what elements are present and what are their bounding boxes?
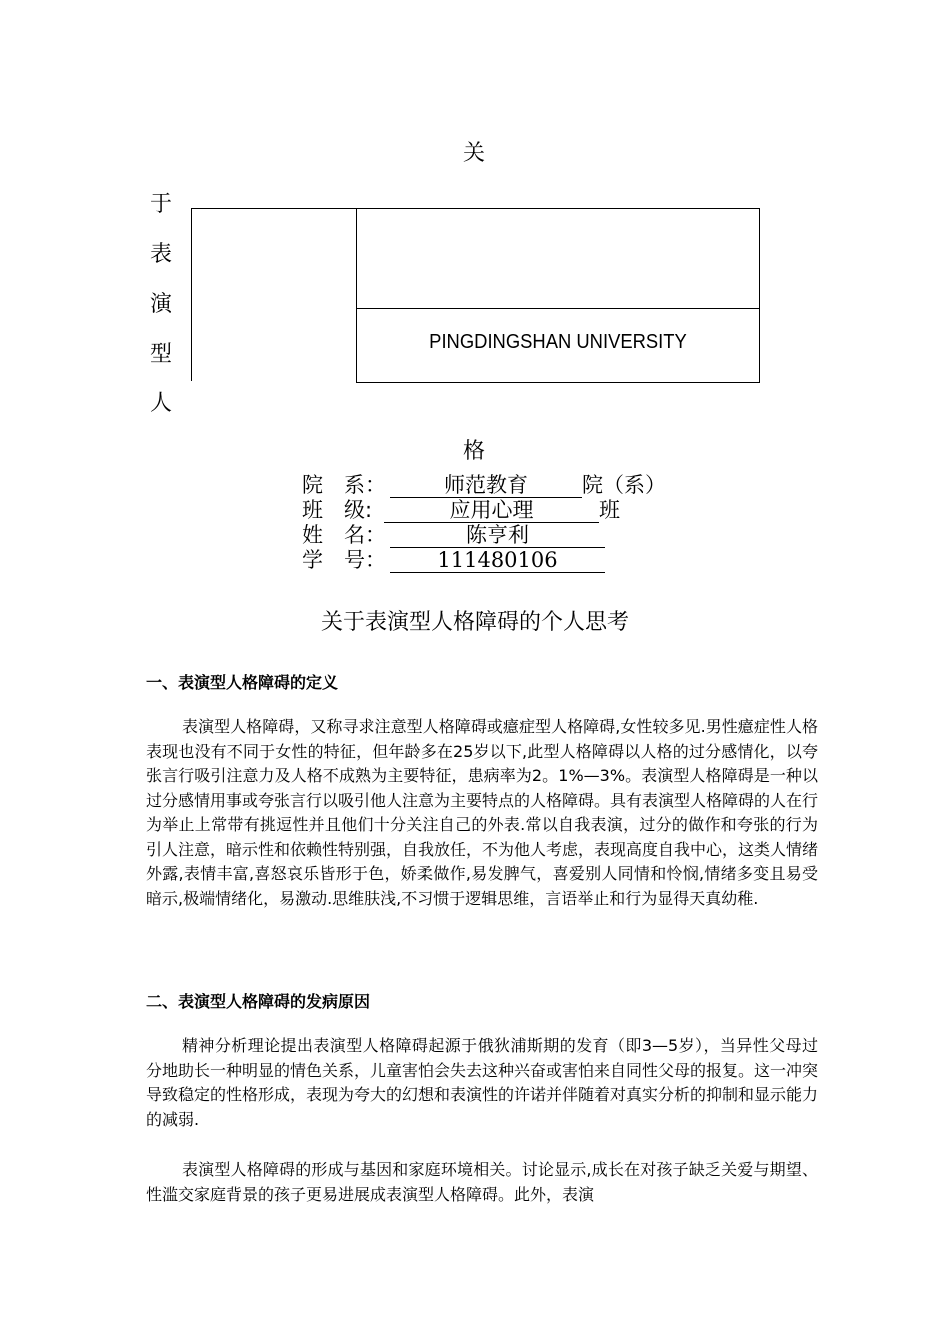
info-row-name bbox=[302, 523, 605, 548]
paragraph: 精神分析理论提出表演型人格障碍起源于俄狄浦斯期的发育（即3—5岁），当异性父母过分地助长一种明显的情色关系，儿童害怕会失去这种兴奋或害怕来自同性父母的报复。这一冲突导致稳定的性格形成，表现为夸大的幻想和表演性的许诺并伴随着对真实分析的抑制和显示能力的减弱. bbox=[146, 1036, 819, 1129]
cover-title-char: 格 bbox=[463, 439, 486, 464]
section-heading: 二、表演型人格障碍的发病原因 bbox=[146, 992, 371, 1011]
info-value: 111480106 bbox=[390, 548, 605, 573]
info-label: 姓 名： bbox=[302, 523, 386, 547]
info-label: 班 级: bbox=[302, 498, 373, 522]
cover-title-char: 人 bbox=[149, 391, 172, 416]
info-row-student-id bbox=[302, 548, 605, 573]
info-label: 院 系： bbox=[302, 473, 386, 497]
cover-title-char: 于 bbox=[149, 192, 172, 217]
info-value: 师范教育 bbox=[390, 473, 582, 498]
article-title: 关于表演型人格障碍的个人思考 bbox=[320, 610, 629, 635]
info-row-class bbox=[302, 498, 620, 523]
cover-title-char: 型 bbox=[149, 342, 172, 367]
info-suffix: 院（系） bbox=[582, 473, 666, 497]
info-suffix: 班 bbox=[599, 498, 620, 522]
info-value: 陈亨利 bbox=[390, 523, 605, 548]
logo-frame-left bbox=[191, 208, 357, 381]
cover-title-char: 表 bbox=[149, 242, 172, 267]
logo-frame bbox=[356, 208, 760, 383]
cover-title-char: 演 bbox=[149, 292, 172, 317]
section-heading: 一、表演型人格障碍的定义 bbox=[146, 673, 339, 692]
info-row-department bbox=[302, 473, 666, 498]
info-label: 学 号： bbox=[302, 548, 386, 572]
paragraph: 表演型人格障碍，又称寻求注意型人格障碍或癔症型人格障碍,女性较多见.男性癔症性人格表现也没有不同于女性的特征，但年龄多在25岁以下,此型人格障碍以人格的过分感情化，以夸张言行吸引注意力及人格不成熟为主要特征，患病率为2。1%—3%。表演型人格障碍是一种以过分感情用事或夸张言行以吸引他人注意为主要特点的人格障碍。具有表演型人格障碍的人在行为举止上常带有挑逗性并且他们十分关注自己的外表.常以自我表演，过分的做作和夸张的行为引人注意，暗示性和依赖性特别强，自我放任，不为他人考虑，表现高度自我中心，这类人情绪外露,表情丰富,喜怒哀乐皆形于色，娇柔做作,易发脾气，喜爱别人同情和怜悯,情绪多变且易受暗示,极端情绪化，易激动.思维肤浅,不习惯于逻辑思维，言语举止和行为显得天真幼稚. bbox=[146, 717, 819, 908]
info-value: 应用心理 bbox=[384, 498, 599, 523]
paragraph: 表演型人格障碍的形成与基因和家庭环境相关。讨论显示,成长在对孩子缺乏关爱与期望、性滥交家庭背景的孩子更易进展成表演型人格障碍。此外，表演 bbox=[146, 1160, 818, 1204]
university-name: PINGDINGSHAN UNIVERSITY bbox=[429, 331, 687, 353]
frame-divider bbox=[357, 308, 759, 309]
cover-title-char: 关 bbox=[463, 141, 486, 166]
